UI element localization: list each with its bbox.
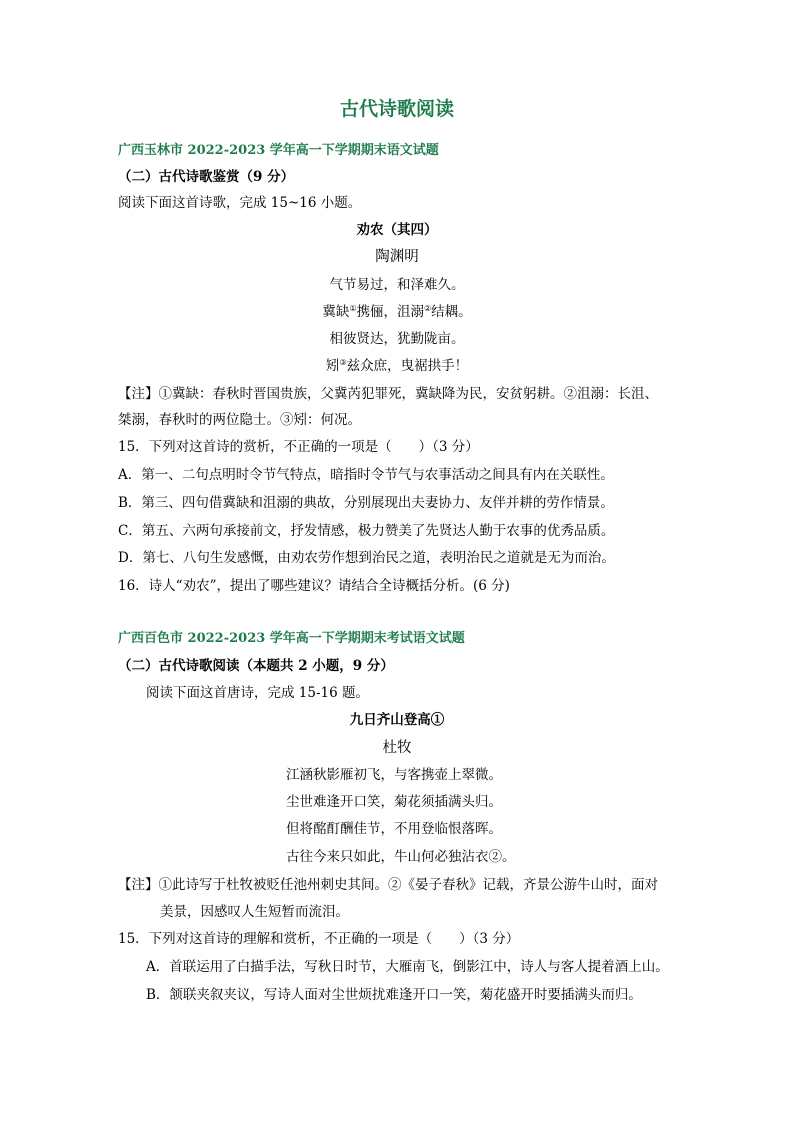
section1-poem-author: 陶渊明 [375,249,419,265]
section2-option-b: B．颔联夹叙夹议，写诗人面对尘世烦扰难逢开口一笑，菊花盛开时要插满头而归。 [146,987,642,1003]
section2-instruction: 阅读下面这首唐诗，完成 15-16 题。 [146,685,370,701]
section2-poem-line-4: 古往今来只如此，牛山何必独沾衣②。 [286,849,516,865]
section1-question-16: 16．诗人“劝农”，提出了哪些建议？请结合全诗概括分析。(6 分) [118,578,510,594]
section1-note-line-2: 桀溺，春秋时的两位隐士。③矧：何况。 [118,412,361,428]
section1-instruction: 阅读下面这首诗歌，完成 15~16 小题。 [118,195,362,211]
section2-question-15: 15．下列对这首诗的理解和赏析，不正确的一项是（ ）（3 分） [118,931,520,947]
section2-note-line-1: 【注】①此诗写于杜牧被贬任池州刺史其间。②《晏子春秋》记载，齐景公游牛山时，面对 [118,877,658,893]
page-title: 古代诗歌阅读 [339,98,454,120]
section1-option-d: D．第七、八句生发感慨，由劝农劳作想到治民之道，表明治民之道就是无为而治。 [118,550,615,566]
section1-source: 广西玉林市 2022-2023 学年高一下学期期末语文试题 [118,143,439,158]
section1-question-15: 15．下列对这首诗的赏析，不正确的一项是（ ）（3 分） [118,439,479,455]
section1-poem-title: 劝农（其四） [356,222,438,238]
section2-poem-title: 九日齐山登高① [349,712,445,728]
section1-option-b: B．第三、四句借冀缺和沮溺的典故，分别展现出夫妻协力、友伴并耕的劳作情景。 [118,495,614,511]
section1-option-c: C．第五、六两句承接前文，抒发情感，极力赞美了先贤达人勤于农事的优秀品质。 [118,523,615,539]
section2-heading: （二）古代诗歌阅读（本题共 2 小题，9 分） [118,658,394,674]
section1-heading: （二）古代诗歌鉴赏（9 分） [118,169,295,185]
section2-poem-author: 杜牧 [382,740,412,756]
section1-poem-line-3: 相彼贤达，犹勤陇亩。 [329,331,465,347]
section1-poem-line-4: 矧③兹众庶，曳裾拱手！ [325,358,469,374]
section1-poem-line-1: 气节易过，和泽难久。 [329,277,465,293]
section2-poem-line-3: 但将酩酊酬佳节，不用登临恨落晖。 [286,821,502,837]
section2-option-a: A．首联运用了白描手法，写秋日时节，大雁南飞，倒影江中，诗人与客人提着酒上山。 [146,959,669,975]
section1-note-line-1: 【注】①冀缺：春秋时晋国贵族，父冀芮犯罪死，冀缺降为民，安贫躬耕。②沮溺：长沮、 [118,386,658,402]
section2-poem-line-2: 尘世难逢开口笑，菊花须插满头归。 [286,794,502,810]
section1-option-a: A．第一、二句点明时令节气特点，暗指时令节气与农事活动之间具有内在关联性。 [118,467,614,483]
section1-poem-line-2: 冀缺①携俪，沮溺②结耦。 [322,304,472,320]
section2-source: 广西百色市 2022-2023 学年高一下学期期末考试语文试题 [118,631,465,646]
section2-note-line-2: 美景，因感叹人生短暂而流泪。 [160,904,349,920]
section2-poem-line-1: 江涵秋影雁初飞，与客携壶上翠微。 [286,767,502,783]
